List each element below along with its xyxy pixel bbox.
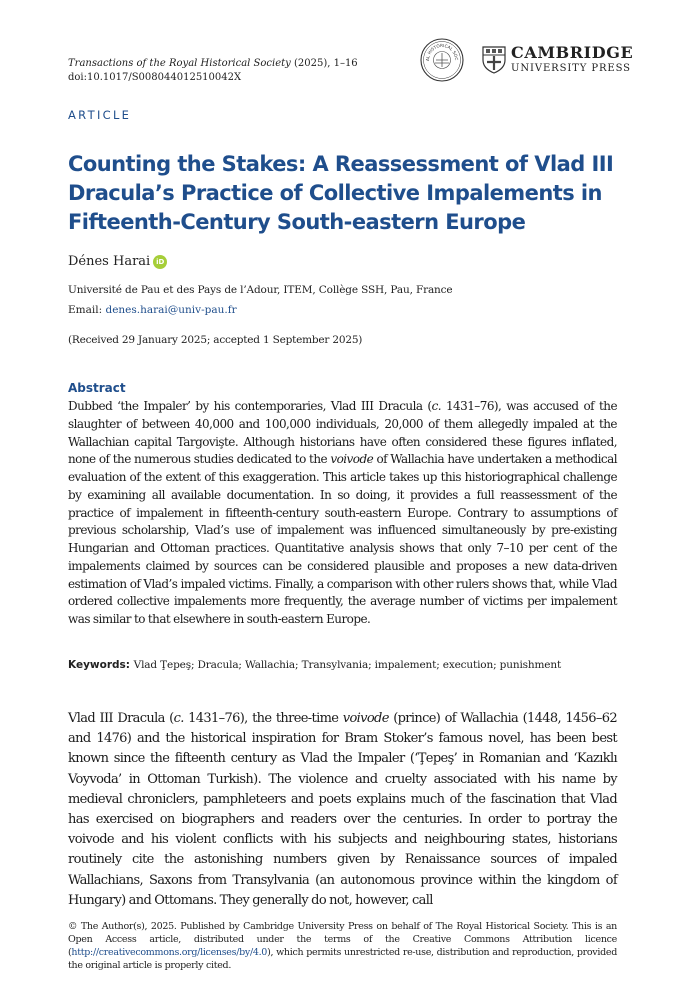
keywords-line — [68, 659, 561, 671]
royal-historical-society-seal-icon — [420, 38, 464, 82]
journal-title: Transactions of the Royal Historical Society — [68, 58, 291, 69]
author-email-line — [68, 304, 237, 316]
abstract-text: Dubbed ‘the Impaler’ by his contemporaries, Vlad III Dracula (c. 1431–76), was accused of the slaughter of between 40,000 and 100,000 individuals, 20,000 of them allegedly impaled at the Wallachian capital Targovişte. Although historians have often considered these figures inflated, none of the numerous studies dedicated to the voivode of Wallachia have undertaken a methodical evaluation of the extent of this exaggeration. This article takes up this historiographical challenge by examining all available documentation. In so doing, it provides a full reassessment of the practice of impalement in fifteenth-century south-eastern Europe. Contrary to assumptions of previous scholarship, Vlad’s use of impalement was influenced simultaneously by pre-existing Hungarian and Ottoman practices. Quantitative analysis shows that only 7–10 per cent of the impalements claimed by sources can be considered plausible and proposes a new data-driven estimation of Vlad’s impaled victims. Finally, a comparison with other rulers shows that, while Vlad ordered collective impalements more frequently, the average number of victims per impalement was similar to that elsewhere in south-eastern Europe. — [68, 399, 617, 626]
abstract-heading: Abstract — [68, 381, 126, 395]
article-title: Counting the Stakes: A Reassessment of Vlad III Dracula’s Practice of Collective Impalements in Fifteenth-Century South-eastern Europe — [68, 152, 614, 234]
publisher-logo-text — [511, 45, 633, 74]
license-notice: © The Author(s), 2025. Published by Cambridge University Press on behalf of The Royal Historical Society. This is an Open Access article, distributed under the terms of the Creative Commons Attribution licence (http://creativecommons.org/licenses/by/4.0), which permits unrestricted re-use, distribution and reproduction, provided the original article is properly cited. — [68, 921, 617, 971]
publisher-name-line1: CAMBRIDGE — [511, 43, 634, 62]
email-label: Email: — [68, 304, 106, 316]
author-affiliation: Université de Pau et des Pays de l’Adour, ITEM, Collège SSH, Pau, France — [68, 284, 453, 296]
cambridge-shield-icon — [482, 46, 506, 74]
license-link[interactable]: http://creativecommons.org/licenses/by/4.0 — [71, 947, 268, 958]
publisher-name-line2: UNIVERSITY PRESS — [511, 63, 631, 74]
received-accepted-dates: (Received 29 January 2025; accepted 1 September 2025) — [68, 334, 363, 346]
orcid-icon[interactable]: iD — [153, 255, 167, 269]
journal-header — [68, 57, 358, 85]
author-line — [68, 254, 167, 269]
article-type-label: ARTICLE — [68, 108, 132, 122]
email-link[interactable]: denes.harai@univ-pau.fr — [105, 304, 237, 316]
body-paragraph: Vlad III Dracula (c. 1431–76), the three-time voivode (prince) of Wallachia (1448, 1456–62 and 1476) and the historical inspiration for Bram Stoker’s famous novel, has been best known since the fifteenth century as Vlad the Impaler (‘Ţepeş’ in Romanian and ‘Kazıklı Voyvoda’ in Ottoman Turkish). The violence and cruelty associated with his name by medieval chroniclers, pamphleteers and poets explains much of the fascination that Vlad has exercised on biographers and readers over the centuries. In order to portray the voivode and his violent conflicts with his subjects and neighbouring states, historians routinely cite the astonishing numbers given by Renaissance sources of impaled Wallachians, Saxons from Transylvania (an autonomous province within the kingdom of Hungary) and Ottomans. They generally do not, however, call — [68, 711, 617, 908]
journal-volume-pages: (2025), 1–16 — [290, 58, 358, 69]
journal-citation-line — [68, 57, 358, 71]
keywords-label: Keywords: — [68, 659, 134, 671]
keywords-list: Vlad Ţepeş; Dracula; Wallachia; Transylvania; impalement; execution; punishment — [133, 659, 562, 671]
doi: doi:10.1017/S008044012510042X — [68, 72, 242, 83]
seal-lettering: AL HISTORICAL SOC — [424, 42, 460, 62]
author-name: Dénes Harai — [68, 254, 151, 269]
